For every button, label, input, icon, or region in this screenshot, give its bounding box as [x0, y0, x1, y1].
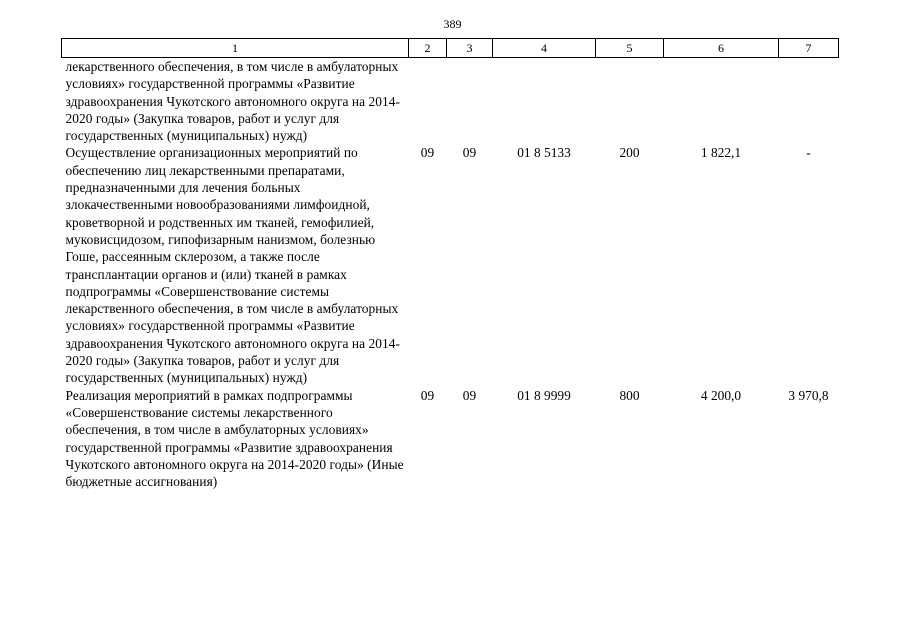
row-approved-amount: 4 200,0 [700, 387, 742, 403]
row-approved-amount [664, 58, 779, 145]
table-row [62, 387, 839, 491]
page-number: 389 [443, 17, 462, 31]
table-row [62, 58, 839, 145]
column-header-1: 1 [62, 39, 409, 58]
row-description: Реализация мероприятий в рамках подпрограммы «Совершенствование системы лекарственного обеспечения, в том числе в амбулаторных условиях» государственной программы «Развитие здравоохранения Чукотского автономного округа на 2014-2020 годы» (Иные бюджетные ассигнования) [65, 387, 404, 490]
row-executed-amount: 3 970,8 [788, 387, 829, 403]
row-subsection: 09 [462, 145, 477, 161]
row-target-code: 01 8 9999 [517, 387, 571, 403]
row-description: Осуществление организационных мероприятий по обеспечению лиц лекарственными препаратами, предназначенными для лечения больных злокачественными новообразованиями лимфоидной, кроветворной и родственных им тканей, гемофилией, муковисцидозом, гипофизарным нанизмом, болезнью Гоше, рассеянным склерозом, а также после трансплантации органов и (или) тканей в рамках подпрограммы «Совершенствование системы лекарственного обеспечения, в том числе в амбулаторных условиях» государственной программы «Развитие здравоохранения Чукотского автономного округа на 2014-2020 годы» (Закупка товаров, работ и услуг для государственных (муниципальных) нужд) [65, 145, 401, 386]
row-expense-type: 200 [619, 145, 640, 161]
row-section: 09 [420, 387, 435, 403]
row-section: 09 [420, 145, 435, 161]
row-section [409, 58, 447, 145]
budget-table [61, 38, 839, 490]
row-approved-amount: 1 822,1 [700, 145, 742, 161]
row-executed-amount: - [806, 145, 811, 161]
column-header-4: 4 [493, 39, 596, 58]
row-subsection: 09 [462, 387, 477, 403]
table-row [62, 144, 839, 386]
column-header-7: 7 [779, 39, 839, 58]
header-row [62, 39, 839, 58]
column-header-5: 5 [596, 39, 664, 58]
row-target-code: 01 8 5133 [517, 145, 571, 161]
row-description: лекарственного обеспечения, в том числе в амбулаторных условиях» государственной программы «Развитие здравоохранения Чукотского автономного округа на 2014-2020 годы» (Закупка товаров, работ и услуг для государственных (муниципальных) нужд) [65, 59, 401, 144]
row-expense-type: 800 [619, 387, 640, 403]
column-header-3: 3 [447, 39, 493, 58]
row-expense-type [596, 58, 664, 145]
column-header-6: 6 [664, 39, 779, 58]
row-executed-amount [779, 58, 839, 145]
row-subsection [447, 58, 493, 145]
column-header-2: 2 [409, 39, 447, 58]
row-target-code [493, 58, 596, 145]
